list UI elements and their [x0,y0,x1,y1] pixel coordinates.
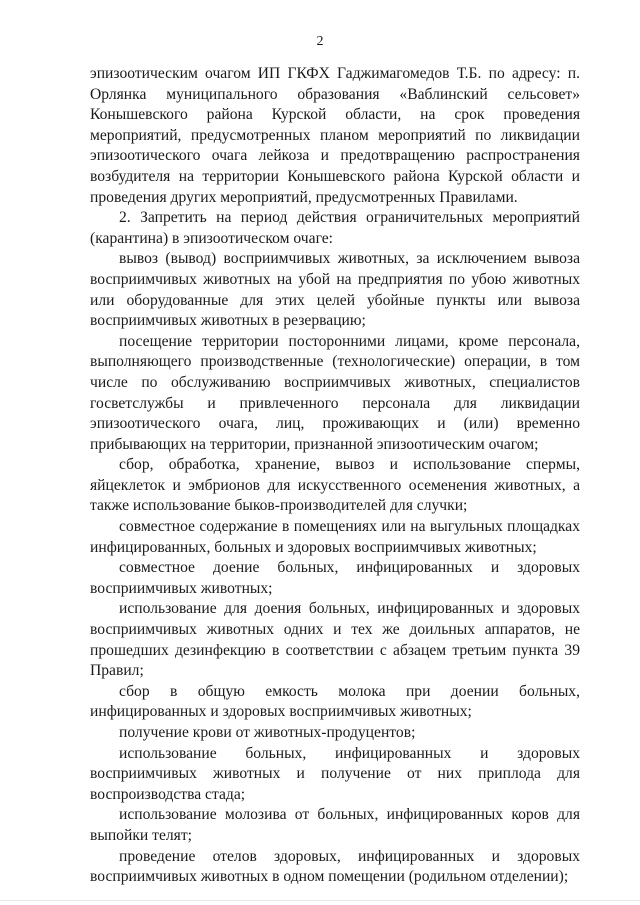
list-item-joint-calving: проведение отелов здоровых, инфицированных и здоровых восприимчивых животных в одном помещении (родильном отделении); [90,847,580,886]
list-item-shared-milking-machines: использование для доения больных, инфицированных и здоровых восприимчивых животных одних и тех же доильных аппаратов, не прошедших дезинфекцию в соответствии с абзацем третьим пункта 39 Правил; [90,600,580,680]
document-body [90,64,580,888]
list-item-semen-embryos: сбор, обработка, хранение, вывоз и использование спермы, яйцеклеток и эмбрионов для искусственного осеменения животных, а также использование быков-производителей для случки; [90,456,580,515]
paragraph-quarantine-scope: эпизоотическим очагом ИП ГКФХ Гаджимагомедов Т.Б. по адресу: п. Орлянка муниципального образования «Ваблинский сельсовет» Конышевского района Курской области, на срок проведения мероприятий, предусмотренных планом мероприятий по ликвидации эпизоотического очага лейкоза и предотвращению распространения возбудителя на территории Конышевского района Курской области и проведения других мероприятий, предусмотренных Правилами. [90,65,580,206]
page-bottom-edge [0,900,640,901]
list-item-joint-milking: совместное доение больных, инфицированных и здоровых восприимчивых животных; [90,559,580,597]
paragraph-prohibition-intro: 2. Запретить на период действия ограничительных мероприятий (карантина) в эпизоотическом очаге: [90,209,580,247]
list-item-joint-housing: совместное содержание в помещениях или на выгульных площадках инфицированных, больных и здоровых восприимчивых животных; [90,518,580,556]
page-number: 2 [316,34,324,49]
list-item-blood-collection: получение крови от животных-продуцентов; [119,724,416,741]
list-item-visitor-access: посещение территории посторонними лицами, кроме персонала, выполняющего производственные (технологические) операции, в том числе по обслуживанию восприимчивых животных, специалистов госветслужбы и привлеченного персонала для ликвидации эпизоотического очага, лиц, проживающих и (или) временно прибывающих на территории, признанной эпизоотическим очагом; [90,332,580,453]
list-item-breeding-use: использование больных, инфицированных и здоровых восприимчивых животных и получение от них приплода для воспроизводства стада; [90,744,580,803]
list-item-common-milk-container: сбор в общую емкость молока при доении больных, инфицированных и здоровых восприимчивых животных; [90,682,580,721]
list-item-colostrum-use: использование молозива от больных, инфицированных коров для выпойки телят; [90,806,580,844]
list-item-animal-removal: вывоз (вывод) восприимчивых животных, за исключением вывоза восприимчивых животных на убой на предприятия по убою животных или оборудованные для этих целей убойные пункты или вывоза восприимчивых животных в резервацию; [90,250,580,330]
